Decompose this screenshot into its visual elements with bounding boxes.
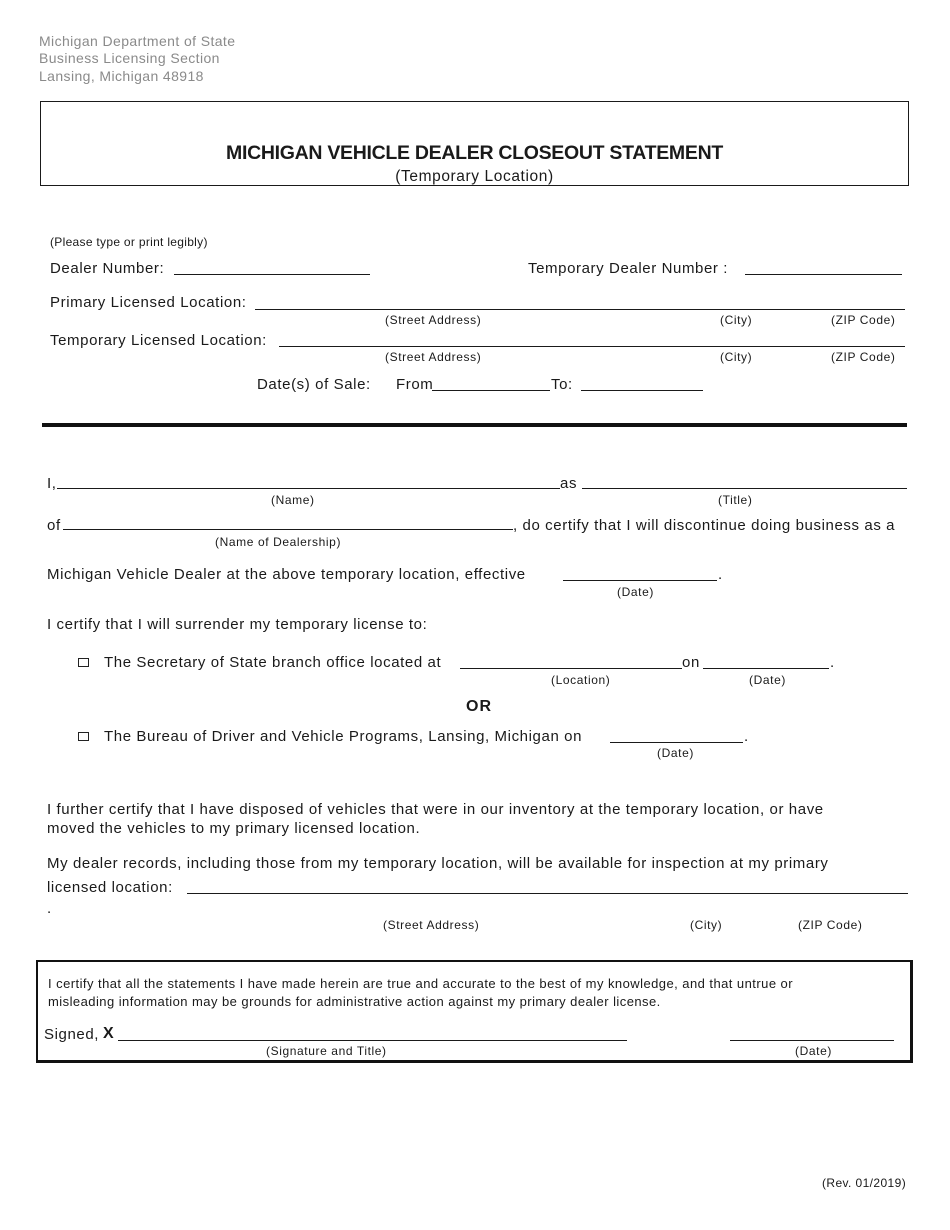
from-label: From [396,376,434,393]
primary-street-caption: (Street Address) [385,313,482,327]
branch-date-caption: (Date) [749,673,786,687]
signature-date-caption: (Date) [795,1044,832,1058]
to-label: To: [551,376,573,393]
effective-text: Michigan Vehicle Dealer at the above temporary location, effective [47,566,526,583]
on-label: on [682,654,700,671]
option2-period: . [744,728,749,745]
option1-period: . [830,654,835,671]
title-field[interactable] [582,488,907,489]
records-line-2: licensed location: [47,879,173,896]
surrender-text: I certify that I will surrender my temporary license to: [47,616,428,633]
branch-date-field[interactable] [703,668,829,669]
signature-x-mark: X [103,1025,114,1042]
agency-line-1: Michigan Department of State [39,33,236,49]
temp-dealer-number-label: Temporary Dealer Number : [528,260,729,277]
temporary-zip-caption: (ZIP Code) [831,350,896,364]
records-location-field[interactable] [187,893,908,894]
primary-zip-caption: (ZIP Code) [831,313,896,327]
further-line-1: I further certify that I have disposed of vehicles that were in our inventory at the temporary location, or have [47,801,824,818]
temporary-location-field[interactable] [279,346,905,347]
as-label: as [560,475,578,492]
dates-of-sale-label: Date(s) of Sale: [257,376,371,393]
records-zip-caption: (ZIP Code) [798,918,863,932]
certify-text: , do certify that I will discontinue doing business as a [513,517,896,534]
instruction-text: (Please type or print legibly) [50,235,208,249]
name-field[interactable] [57,488,560,489]
primary-city-caption: (City) [720,313,753,327]
records-city-caption: (City) [690,918,723,932]
records-line-1: My dealer records, including those from my temporary location, will be available for inspection at my primary [47,855,829,872]
attestation-line-2: misleading information may be grounds for administrative action against my primary dealer license. [48,994,661,1009]
signature-field[interactable] [118,1040,627,1041]
option1-text: The Secretary of State branch office located at [104,654,442,671]
dealer-number-field[interactable] [174,274,370,275]
primary-location-field[interactable] [255,309,905,310]
form-subtitle: (Temporary Location) [395,168,554,185]
agency-line-3: Lansing, Michigan 48918 [39,68,204,84]
signature-caption: (Signature and Title) [266,1044,387,1058]
of-label: of [47,517,61,534]
title-caption: (Title) [718,493,753,507]
temporary-location-label: Temporary Licensed Location: [50,332,267,349]
further-line-2: moved the vehicles to my primary licensed location. [47,820,421,837]
section-divider [42,423,907,427]
records-period: . [47,900,52,917]
branch-location-field[interactable] [460,668,682,669]
dealership-name-field[interactable] [63,529,513,530]
attestation-line-1: I certify that all the statements I have made herein are true and accurate to the best of my knowledge, and that untrue or [48,976,794,991]
or-label: OR [466,698,492,715]
effective-date-caption: (Date) [617,585,654,599]
option2-checkbox[interactable] [78,732,89,741]
option1-checkbox[interactable] [78,658,89,667]
form-title: MICHIGAN VEHICLE DEALER CLOSEOUT STATEMENT [226,142,723,164]
location-caption: (Location) [551,673,611,687]
dealership-caption: (Name of Dealership) [215,535,342,549]
bureau-date-caption: (Date) [657,746,694,760]
dealer-number-label: Dealer Number: [50,260,165,277]
from-date-field[interactable] [432,390,550,391]
primary-location-label: Primary Licensed Location: [50,294,247,311]
to-date-field[interactable] [581,390,703,391]
temporary-street-caption: (Street Address) [385,350,482,364]
name-caption: (Name) [271,493,315,507]
effective-period: . [718,566,723,583]
temp-dealer-number-field[interactable] [745,274,902,275]
signature-date-field[interactable] [730,1040,894,1041]
temporary-city-caption: (City) [720,350,753,364]
option2-text: The Bureau of Driver and Vehicle Programs, Lansing, Michigan on [104,728,583,745]
bureau-date-field[interactable] [610,742,743,743]
signed-label: Signed, [44,1026,100,1043]
revision-label: (Rev. 01/2019) [822,1176,907,1190]
agency-line-2: Business Licensing Section [39,50,220,66]
records-street-caption: (Street Address) [383,918,480,932]
effective-date-field[interactable] [563,580,717,581]
i-label: I, [47,475,57,492]
